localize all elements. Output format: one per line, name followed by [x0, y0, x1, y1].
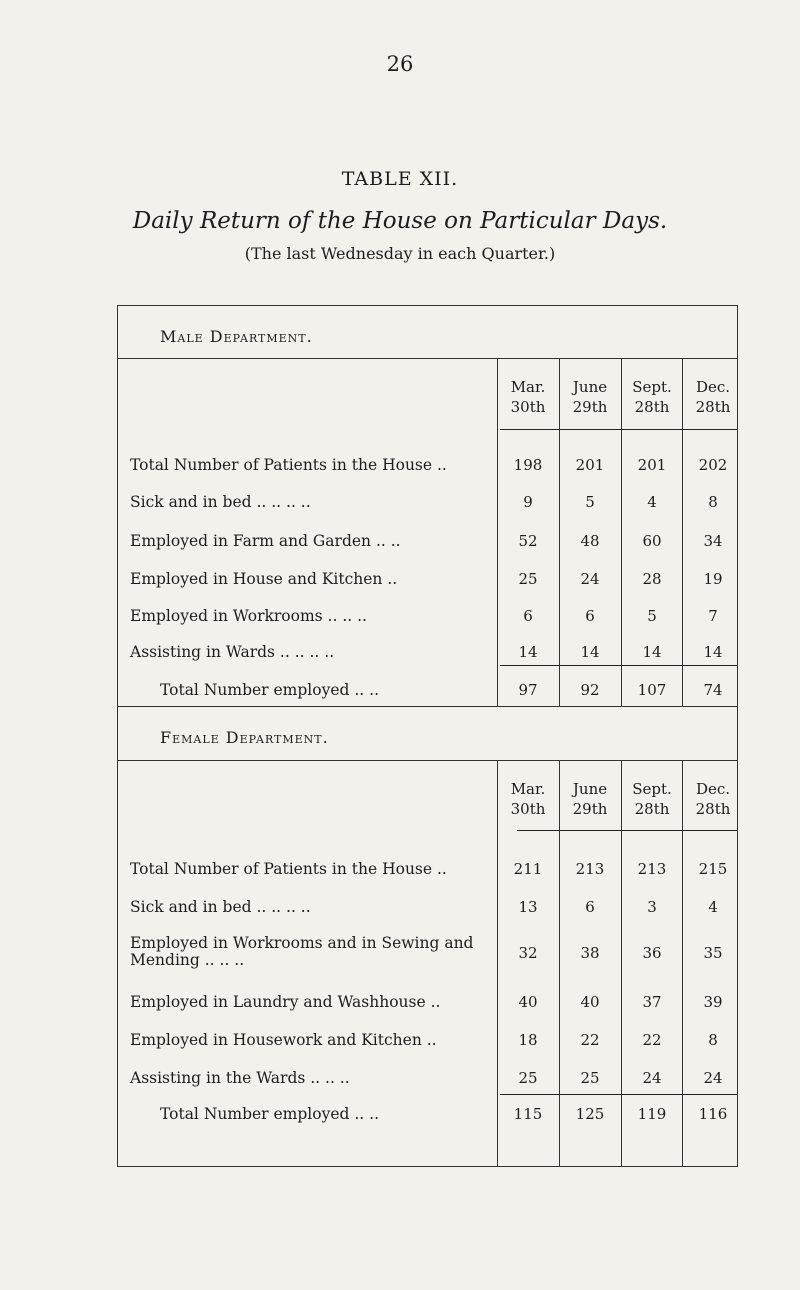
table-row-label: Employed in Workrooms .. .. .. — [130, 607, 367, 625]
table-cell: 39 — [703, 993, 723, 1011]
table-cell: 213 — [575, 860, 605, 878]
table-cell: 8 — [708, 1031, 718, 1049]
page-number: 26 — [386, 52, 414, 76]
table-cell: 13 — [518, 898, 538, 916]
table-cell: 28 — [642, 570, 662, 588]
table-cell: 201 — [575, 456, 605, 474]
table-cell: 14 — [642, 643, 662, 661]
total-cell: 115 — [513, 1105, 543, 1123]
female-total-rule — [500, 1094, 737, 1095]
table-cell: 6 — [523, 607, 533, 625]
column-header: Mar. 30th — [510, 378, 546, 416]
table-cell: 198 — [513, 456, 543, 474]
table-cell: 14 — [580, 643, 600, 661]
table-row-label: Employed in House and Kitchen .. — [130, 570, 398, 588]
column-header: June 29th — [572, 378, 608, 416]
table-cell: 48 — [580, 532, 600, 550]
table-cell: 24 — [642, 1069, 662, 1087]
table-cell: 5 — [585, 493, 595, 511]
female-heading-rule — [117, 760, 737, 761]
table-row-label: Total Number of Patients in the House .. — [130, 860, 447, 878]
table-cell: 22 — [580, 1031, 600, 1049]
table-cell: 211 — [513, 860, 543, 878]
table-cell: 25 — [518, 1069, 538, 1087]
table-cell: 35 — [703, 944, 723, 962]
column-header: Dec. 28th — [695, 780, 731, 818]
table-cell: 40 — [580, 993, 600, 1011]
table-cell: 6 — [585, 607, 595, 625]
table-cell: 60 — [642, 532, 662, 550]
table-cell: 14 — [518, 643, 538, 661]
total-cell: 125 — [575, 1105, 605, 1123]
female-header-rule — [517, 830, 737, 831]
table-row-label: Sick and in bed .. .. .. .. — [130, 898, 311, 916]
table-cell: 22 — [642, 1031, 662, 1049]
table-cell: 25 — [518, 570, 538, 588]
table-cell: 14 — [703, 643, 723, 661]
table-row-label: Assisting in the Wards .. .. .. — [130, 1069, 350, 1087]
total-cell: 119 — [637, 1105, 667, 1123]
table-row-label: Employed in Laundry and Washhouse .. — [130, 993, 441, 1011]
table-cell: 37 — [642, 993, 662, 1011]
table-cell: 7 — [708, 607, 718, 625]
table-cell: 36 — [642, 944, 662, 962]
table-cell: 38 — [580, 944, 600, 962]
total-cell: 107 — [637, 681, 667, 699]
table-row-label: Employed in Housework and Kitchen .. — [130, 1031, 437, 1049]
male-department-heading: Male Department. — [160, 327, 313, 346]
table-cell: 4 — [647, 493, 657, 511]
section-divider — [117, 706, 737, 707]
table-row-label: Total Number of Patients in the House .. — [130, 456, 447, 474]
table-row-label: Employed in Farm and Garden .. .. — [130, 532, 401, 550]
table-cell: 3 — [647, 898, 657, 916]
table-cell: 34 — [703, 532, 723, 550]
table-cell: 9 — [523, 493, 533, 511]
table-cell: 24 — [580, 570, 600, 588]
table-cell: 18 — [518, 1031, 538, 1049]
male-header-rule — [500, 429, 737, 430]
total-cell: 116 — [698, 1105, 728, 1123]
column-header: June 29th — [572, 780, 608, 818]
column-header: Sept. 28th — [632, 378, 672, 416]
table-cell: 25 — [580, 1069, 600, 1087]
total-row-label: Total Number employed .. .. — [160, 681, 379, 699]
table-cell: 52 — [518, 532, 538, 550]
male-total-rule — [500, 665, 737, 666]
column-header: Dec. 28th — [695, 378, 731, 416]
table-cell: 215 — [698, 860, 728, 878]
table-cell: 4 — [708, 898, 718, 916]
table-cell: 201 — [637, 456, 667, 474]
table-row-label: Employed in Workrooms and in Sewing and Mending .. .. .. — [130, 934, 474, 969]
table-cell: 24 — [703, 1069, 723, 1087]
total-cell: 97 — [518, 681, 538, 699]
column-header: Sept. 28th — [632, 780, 672, 818]
total-row-label: Total Number employed .. .. — [160, 1105, 379, 1123]
table-cell: 8 — [708, 493, 718, 511]
table-cell: 6 — [585, 898, 595, 916]
table-title: TABLE XII. — [341, 168, 459, 190]
table-row-label: Assisting in Wards .. .. .. .. — [130, 643, 335, 661]
table-cell: 202 — [698, 456, 728, 474]
total-cell: 92 — [580, 681, 600, 699]
table-cell: 32 — [518, 944, 538, 962]
total-cell: 74 — [703, 681, 723, 699]
table-subtitle: Daily Return of the House on Particular Days. — [132, 208, 668, 234]
column-header: Mar. 30th — [510, 780, 546, 818]
table-cell: 40 — [518, 993, 538, 1011]
female-department-heading: Female Department. — [160, 728, 329, 747]
male-heading-rule — [117, 358, 737, 359]
table-cell: 19 — [703, 570, 723, 588]
table-row-label: Sick and in bed .. .. .. .. — [130, 493, 311, 511]
table-cell: 213 — [637, 860, 667, 878]
table-cell: 5 — [647, 607, 657, 625]
table-note: (The last Wednesday in each Quarter.) — [244, 244, 556, 263]
